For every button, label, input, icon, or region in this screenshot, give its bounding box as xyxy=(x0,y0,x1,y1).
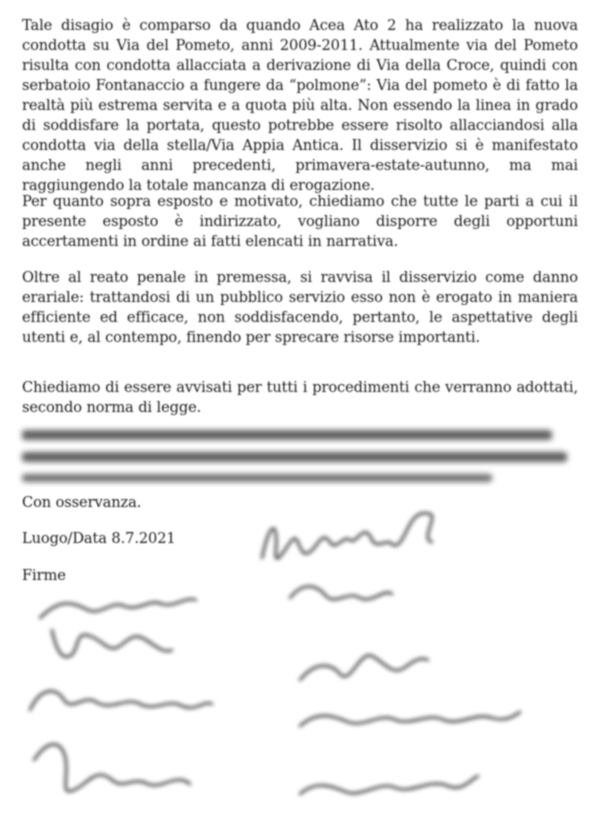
signature-3 xyxy=(52,630,172,657)
signatures-label: Firme xyxy=(22,567,66,584)
signature-7 xyxy=(300,655,428,680)
signature-5 xyxy=(34,744,190,791)
signature-1 xyxy=(262,513,432,558)
signature-2 xyxy=(40,599,196,618)
signature-4 xyxy=(30,691,212,710)
place-date: Luogo/Data 8.7.2021 xyxy=(22,530,176,547)
paragraph-2: Per quanto sopra esposto e motivato, chiediamo che tutte le parti a cui il presente esposto è indirizzato, vogliano disporre degli opportuni accertamenti in ordine ai fatti elencati in narrativa. xyxy=(22,193,578,250)
redacted-text-block xyxy=(22,424,578,484)
signature-8 xyxy=(300,712,520,726)
paragraph-3: Oltre al reato penale in premessa, si ravvisa il disservizio come danno erariale: trattandosi di un pubblico servizio esso non è erogato in maniera efficiente ed efficace, non soddisfacendo, pertanto, le aspettative degli utenti e, al contempo, finendo per sprecare risorse importanti. xyxy=(22,269,578,346)
signatures-area xyxy=(0,480,608,834)
paragraph-4: Chiediamo di essere avvisati per tutti i procedimenti che verranno adottati, secondo norma di legge. xyxy=(22,379,578,416)
signature-9 xyxy=(300,776,478,794)
paragraph-1: Tale disagio è comparso da quando Acea Ato 2 ha realizzato la nuova condotta su Via del Pometo, anni 2009-2011. Attualmente via del Pometo risulta con condotta allacciata a derivazione di Via della Croce, quindi con serbatoio Fontanaccio a fungere da “polmone”: Via del pometo è di fatto la realtà più estrema servita e a quota più alta. Non essendo la linea in grado di soddisfare la portata, questo potrebbe essere risolto allacciandosi alla condotta via della stella/Via Appia Antica. Il disservizio si è manifestato anche negli anni precedenti, primavera-estate-autunno, ma mai raggiungendo la totale mancanza di erogazione. xyxy=(22,17,578,194)
signature-6 xyxy=(290,586,392,599)
closing-text: Con osservanza. xyxy=(22,494,142,511)
